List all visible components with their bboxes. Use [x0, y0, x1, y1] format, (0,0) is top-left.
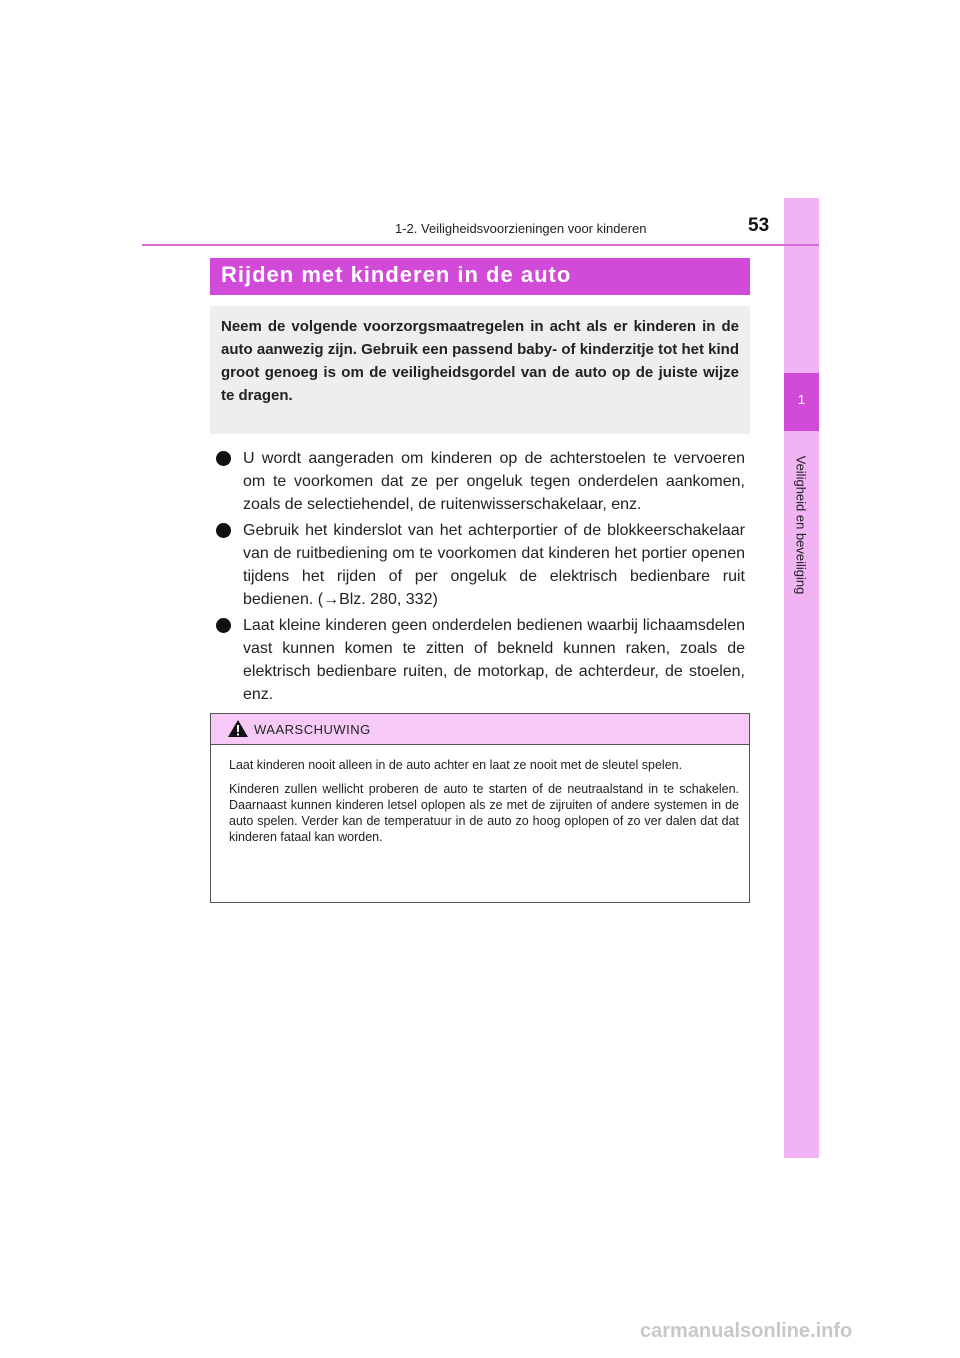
watermark: carmanualsonline.info [640, 1320, 853, 1342]
side-tab [784, 198, 819, 1158]
page-title: Rijden met kinderen in de auto [221, 262, 572, 287]
intro-text: Neem de volgende voorzorgsmaatregelen in acht als er kinderen in de auto aanwezig zijn. Gebruik een passend baby- of kinderzitje tot het kind groot genoeg is om de veiligheidsgordel van de auto op de juiste wijze te dragen. [221, 318, 739, 404]
bullet-icon [216, 523, 231, 538]
chapter-label: Veiligheid en beveiliging [793, 455, 809, 595]
bullet-text: U wordt aangeraden om kinderen op de achterstoelen te vervoeren om te voorkomen dat ze per ongeluk tegen onderdelen aankomen, zoals de selectiehendel, de ruitenwisserschakelaar, enz. [243, 450, 745, 513]
list-item [214, 519, 745, 611]
warning-header [211, 714, 749, 745]
chapter-number: 1 [797, 392, 806, 407]
warning-body [211, 745, 749, 845]
bullet-icon [216, 618, 231, 633]
header-section-title: 1-2. Veiligheidsvoorzieningen voor kinderen [395, 221, 647, 236]
bullet-text: Laat kleine kinderen geen onderdelen bedienen waarbij lichaamsdelen vast kunnen komen te zitten of bekneld kunnen raken, zoals de elektrisch bedienbare ruiten, de motorkap, de achterdeur, de stoelen, enz. [243, 617, 745, 703]
header-divider [142, 244, 819, 246]
list-item [214, 614, 745, 706]
warning-title: WAARSCHUWING [254, 722, 371, 737]
warning-paragraph: Laat kinderen nooit alleen in de auto achter en laat ze nooit met de sleutel spelen. [229, 758, 683, 772]
page-number: 53 [748, 215, 770, 236]
intro-box [210, 306, 750, 434]
warning-box [210, 713, 750, 903]
bullet-icon [216, 451, 231, 466]
bullet-text: Gebruik het kinderslot van het achterportier of de blokkeerschakelaar van de ruitbediening om te voorkomen dat kinderen het portier openen tijdens het rijden of per ongeluk de elektrisch bedienbare ruit bedienen. (→Blz. 280, 332) [243, 522, 745, 608]
warning-triangle-icon [227, 719, 249, 743]
list-item [214, 447, 745, 516]
warning-paragraph: Kinderen zullen wellicht proberen de auto te starten of de neutraalstand in te schakelen. Daarnaast kunnen kinderen letsel oplopen als ze met de zijruiten of andere systemen in de auto spelen. Verder kan de temperatuur in de auto zo hoog oplopen of zo ver dalen dat dat kinderen fataal kan worden. [229, 782, 739, 844]
bullet-list [214, 447, 745, 709]
title-bar [210, 258, 750, 295]
